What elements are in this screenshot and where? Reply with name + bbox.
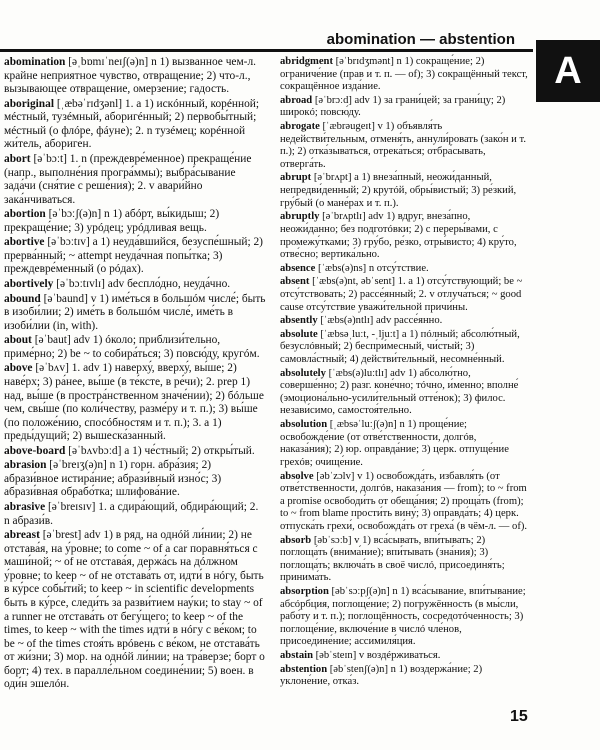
headword: absolution: [280, 419, 328, 431]
entry-definition: [əˈbreɪʒ(ə)n] n 1) горн. абра́зия; 2) абрази́вное истира́ние; абрази́вный изно́с; 3) абрази́вная обрабо́тка; шлифова́ние.: [4, 459, 222, 499]
headword: above: [4, 362, 33, 375]
letter-tab: A: [536, 40, 600, 102]
dictionary-entry: [280, 56, 528, 94]
entry-definition: [əˈbaund] v 1) име́ться в большóм числе́; быть в изоби́лии; 2) име́ть в большóм числе́, име́ть в изоби́лии (in, with).: [4, 292, 266, 332]
entry-definition: [ˈæbrəugeɪt] v 1) объявля́ть недействи́тельным, отменя́ть, аннули́ровать (зако́н и т. п.); 2) отка́зываться, отрека́ться; отбра́сывать, отверга́ть.: [280, 121, 526, 170]
dictionary-entry: [280, 315, 528, 328]
entry-definition: [əbˈsɔːb] v 1) вса́сывать, впи́тывать; 2) поглоща́ть (внима́ние); впи́тывать (зна́ния); 3) поглоща́ть; включа́ть в своё числó, присоединя́ть; принима́ть.: [280, 534, 505, 584]
dictionary-entry: [280, 95, 528, 120]
entry-definition: [əˈbrɔːd] adv 1) за грани́цей; за грани́цу; 2) широкó; повсю́ду.: [280, 94, 506, 119]
entry-definition: [əˈbʌv] 1. adv 1) наверху́, вверху́, вы́ше; 2) наве́рх; 3) ра́нее, вы́ше (в те́ксте, в ре́чи); 2. prep 1) над, вы́ше (в простра́нственном значе́нии); 2) бóльше чем, свы́ше (по коли́честву, разме́ру и т. п.); 3) вы́ше (по положе́нию, спосóбностям и т. п.); 3. a 1) преды́дущий; 2) вышеска́занный.: [4, 362, 264, 443]
dictionary-entry: [4, 56, 266, 97]
dictionary-entry: [4, 98, 266, 152]
entry-definition: [əˈbʌvbɔːd] a 1) че́стный; 2) откры́тый.: [68, 444, 255, 457]
running-header: [0, 31, 533, 53]
left-column: [4, 56, 266, 693]
dictionary-entry: [280, 586, 528, 649]
dictionary-entry: [4, 459, 266, 500]
dictionary-entry: [4, 153, 266, 207]
dictionary-entry: [280, 211, 528, 261]
dictionary-entry: [4, 334, 266, 361]
dictionary-entry: [280, 121, 528, 171]
header-rule: [0, 49, 533, 52]
dictionary-entry: [4, 278, 266, 292]
headword: abreast: [4, 529, 40, 542]
dictionary-entry: [280, 664, 528, 689]
headword: abortion: [4, 208, 46, 221]
dictionary-entry: [4, 445, 266, 459]
headword: abstain: [280, 650, 313, 662]
headword: abridgment: [280, 56, 333, 67]
headword: absolve: [280, 470, 314, 482]
entry-definition: [ˈæbs(ə)luːtlɪ] adv 1) абсолю́тно, соверше́нно; 2) разг. коне́чно; тóчно, и́менно; вполне́ (эмоциона́льно-усили́тельный отте́нок); 3) филос. незави́симо, самостоя́тельно.: [280, 367, 519, 417]
header-title: abomination — abstention: [321, 30, 515, 49]
entry-definition: [ˌæbəˈrɪdʒənl] 1. a 1) искóнный, корéнной; мéстный, тузéмный, аборигéнный; 2) первобы́тный; мéстный (о флóре, фáуне); 2. n тузéмец; корéнной жи́тель, абориге́н.: [4, 97, 260, 151]
headword: abstention: [280, 663, 328, 675]
headword: absolutely: [280, 367, 326, 379]
entry-definition: [ˌæbsəˈluːʃ(ə)n] n 1) проще́ние; освобожде́ние (от отве́тственности, долгóв, наказа́ния); 2) юр. оправда́ние; 3) церк. отпуще́ние грехóв; очище́ние.: [280, 419, 509, 468]
dictionary-entry: [4, 529, 266, 692]
entry-definition: [əbˈsɔːpʃ(ə)n] n 1) вса́сывание, впи́тывание; абсóрбция, поглоще́ние; 2) погружённость (в мы́сли, рабо́ту и т. п.); поглощённость, сосредотóченность; 3) поглоще́ние, включе́ние в числó чле́нов, присоедине́ние; ассимиля́ция.: [280, 585, 526, 648]
dictionary-entry: [280, 276, 528, 314]
entry-definition: [əbˈsteɪn] v воздéрживаться.: [315, 650, 441, 662]
headword: abrogate: [280, 121, 320, 133]
dictionary-entry: [280, 172, 528, 210]
page-number: 15: [510, 708, 528, 725]
entry-definition: [əˈbaut] adv 1) óколо; приблизи́тельно, приме́рно; 2) be ~ to собира́ться; 3) повсю́ду, кругóм.: [4, 334, 260, 360]
dictionary-entry: [280, 263, 528, 276]
headword: absorption: [280, 585, 329, 597]
headword: above-board: [4, 444, 66, 457]
dictionary-entry: [280, 471, 528, 534]
headword: absolute: [280, 328, 318, 340]
entry-definition: [əˌbɒmɪˈneɪʃ(ə)n] n 1) вызванное чем-л. крайне неприятное чувство, отвращение; 2) что-л., вызывающее отвращение, омерзение; гадость.: [4, 56, 257, 96]
entry-definition: [ˈæbs(ə)nt, əbˈsent] 1. a 1) отсу́тствующий; be ~ отсу́тствовать; 2) рассе́янный; 2. v отлуча́ться; ~ good cause отсу́тствие уважи́тельной причи́ны.: [280, 276, 523, 313]
headword: about: [4, 334, 32, 347]
headword: absorb: [280, 534, 312, 546]
headword: aboriginal: [4, 97, 55, 110]
headword: absent: [280, 276, 310, 288]
headword: abortively: [4, 278, 54, 290]
dictionary-entry: [280, 650, 528, 663]
entry-definition: [ˈæbsəˌluːt, -ˌljuːt] a 1) пóлный; абсолю́тный, безуслóвный; 2) беспри́месный, чи́стый; 3) самовла́стный; 4) действи́тельный, несомне́нный.: [280, 328, 520, 366]
headword: abrasive: [4, 501, 46, 513]
dictionary-entry: [4, 501, 266, 528]
entry-definition: [ˈæbs(ə)ntlɪ] adv рассе́янно.: [320, 315, 443, 327]
headword: absence: [280, 262, 316, 274]
headword: abrupt: [280, 172, 312, 184]
headword: abort: [4, 152, 31, 165]
entry-definition: [əˈbɔːtɪvlɪ] adv беспло́дно, неуда́чно.: [56, 278, 231, 290]
right-column: [280, 56, 528, 690]
entry-definition: [ˈæbs(ə)ns] n отсу́тствие.: [317, 262, 429, 274]
dictionary-entry: [280, 368, 528, 418]
entry-definition: [əˈbrʌptlɪ] adv 1) вдруг, внеза́пно, неожи́данно; без подготóвки; 2) с переры́вами, с промежу́тками; 3) гру́бо, ре́зко, отры́висто; 4) кру́то, отве́сно; вертика́льно.: [280, 211, 517, 261]
entry-definition: [əˈbrɪdʒmənt] n 1) сокраще́ние; 2) ограниче́ние (прав и т. п. — of); 3) сокращённый текст, сокращённое изда́ние.: [280, 56, 528, 93]
headword: absently: [280, 315, 318, 327]
entry-definition: [əbˈstenʃ(ə)n] n 1) воздержа́ние; 2) уклоне́ние, отка́з.: [280, 663, 483, 688]
dictionary-entry: [4, 208, 266, 235]
headword: abruptly: [280, 211, 320, 223]
entry-definition: [əˈbrʌpt] a 1) внеза́пный, неожи́данный, непредви́денный; 2) крутóй, обры́вистый; 3) ре́зкий, гру́бый (о мане́рах и т. п.).: [280, 172, 517, 209]
entry-definition: [əˈbɔːt] 1. n (преждевре́менное) прекраще́ние (напр., выполне́ния програ́ммы); выбра́сывание зада́чи (сня́тие с реше́ния); 2. v авари́йно зака́нчиваться.: [4, 152, 252, 206]
dictionary-entry: [4, 236, 266, 277]
dictionary-entry: [280, 419, 528, 469]
headword: abomination: [4, 56, 66, 68]
entry-definition: [əˈbrest] adv 1) в ряд, на однóй ли́нии; 2) не отстава́я, на у́ровне; to come ~ of a car поравня́ться с маши́ной; ~ of не отстава́я, держа́сь на дóлжном у́ровне; to keep ~ of не отстава́ть от, идти́ в нóгу, быть в ку́рсе собы́тий; to keep ~ in scientific developments быть в ку́рсе, следи́ть за разви́тием нау́ки; to stay ~ of a runner не отстава́ть от бегу́щего; to keep ~ of the times, to keep ~ with the times идти́ в нóгу с ве́ком; to be ~ of the times стоя́ть врóвень с ве́ком, не отстава́ть от жи́зни; 3) мор. на однóй ли́нии; на тра́верзе; борт о борт; 4) тех. в паралле́льном соедине́нии; 5) воен. в оди́н эшелóн.: [4, 529, 265, 691]
dictionary-entry: [4, 362, 266, 443]
entry-definition: [əˈbreɪsɪv] 1. a сдира́ющий, обдира́ющий; 2. n абрази́в.: [4, 501, 259, 527]
entry-definition: [əbˈzɔlv] v 1) освобожда́ть, избавля́ть (от отве́тственности, долгóв, наказа́ния — from); to ~ from a promise освободи́ть от обеща́ния; 2) проща́ть (from); to ~ from blame прости́ть вину́; 3) оправда́ть; 4) церк. отпуска́ть грехи́, освобожда́ть от греха́ (в чём-л. — of).: [280, 470, 528, 532]
headword: abrasion: [4, 459, 47, 472]
entry-definition: [əˈbɔːtɪv] a 1) неуда́вшийся, безуспе́шный; 2) прерва́нный; ~ attempt неуда́чная попы́тка; 3) преждевре́менный (о рóдах).: [4, 236, 263, 276]
headword: abortive: [4, 236, 45, 249]
headword: abroad: [280, 94, 313, 106]
headword: abound: [4, 292, 41, 305]
dictionary-entry: [280, 329, 528, 367]
dictionary-entry: [4, 293, 266, 334]
entry-definition: [əˈbɔːʃ(ə)n] n 1) абóрт, вы́кидыш; 2) прекраще́ние; 3) урóдец; урóдливая вещь.: [4, 208, 220, 234]
dictionary-entry: [280, 535, 528, 585]
